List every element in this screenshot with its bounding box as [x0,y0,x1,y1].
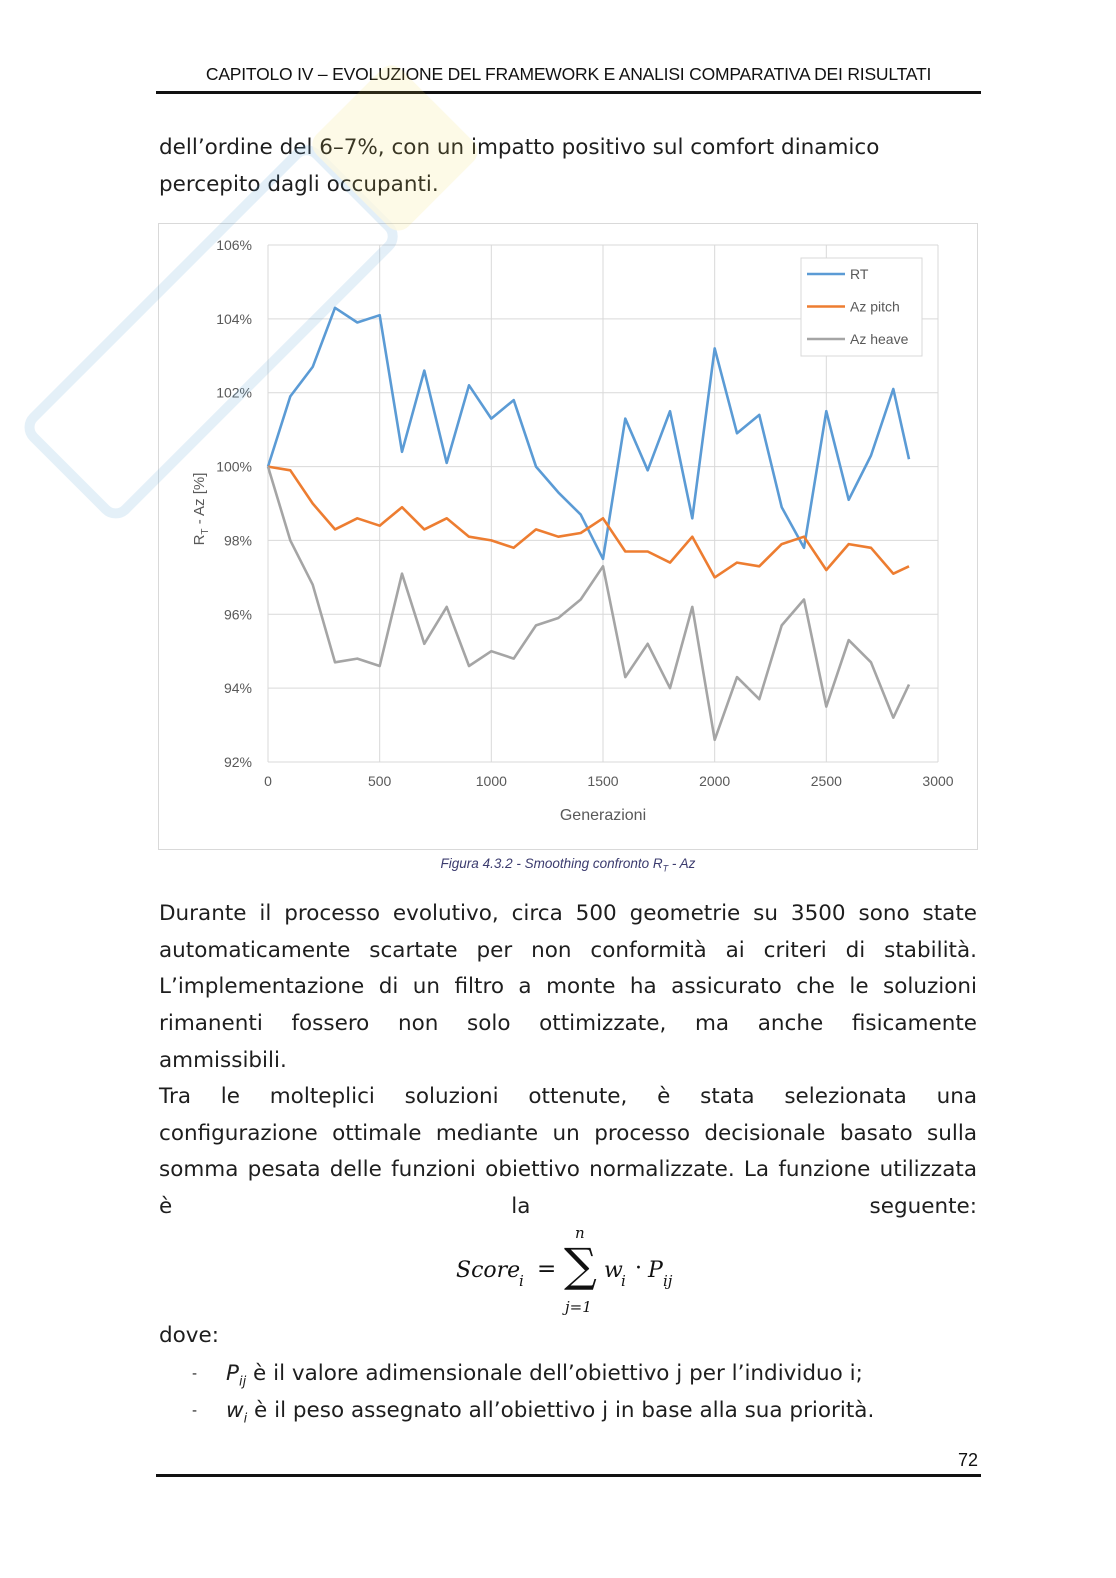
series-line-az-pitch [268,467,909,578]
chart-series [268,308,909,740]
x-axis-label: Generazioni [559,807,647,824]
bullet-dash: - [192,1403,198,1419]
legend-label: Az heave [850,331,909,347]
sum-lower-limit: j=1 [565,1298,592,1316]
sum-upper-limit: n [575,1224,585,1242]
formula-lhs-sub: i [519,1272,524,1290]
text-line: somma pesata delle funzioni obiettivo normalizzate. La funzione utilizzata [159,1157,977,1183]
figure-caption [159,856,977,874]
intro-paragraph [159,130,977,203]
score-formula [440,1222,700,1322]
x-tick-label: 1500 [587,773,619,789]
y-tick-label: 102% [216,384,252,401]
list-item [192,1393,874,1437]
y-axis-label [191,473,211,546]
sum-symbol: ∑ [564,1238,597,1292]
x-tick-label: 2000 [699,773,731,789]
formula-lhs: Score [456,1258,521,1283]
y-axis-label-sub: T [200,528,211,535]
text-line: Tra le molteplici soluzioni ottenute, è stata selezionata una [159,1084,977,1109]
bullet-text: è il peso assegnato all’obiettivo j in base alla sua priorità. [247,1398,875,1423]
bullet-text: è il valore adimensionale dell’obiettivo j per l’individuo i; [246,1361,863,1386]
y-tick-label: 94% [223,680,252,697]
y-tick-label: 92% [223,754,252,770]
x-tick-label: 1000 [475,773,507,789]
formula-dot: · [635,1256,642,1281]
formula-p: P [648,1258,663,1283]
caption-subscript: T [662,863,669,874]
text-line: automaticamente scartate per non conformità ai criteri di stabilità. [159,937,977,963]
y-axis-label-rest: - Az [%] [191,472,208,529]
header-rule [156,91,981,94]
y-tick-label: 100% [216,458,252,475]
process-paragraph [159,896,977,1079]
bullet-variable-sub: i [243,1411,248,1427]
footer-rule [156,1474,981,1477]
chart-container [158,223,978,850]
line-chart [159,224,977,849]
page-header: CAPITOLO IV – EVOLUZIONE DEL FRAMEWORK E ANALISI COMPARATIVA DEI RISULTATI [205,64,932,84]
page-number: 72 [957,1450,978,1470]
formula-w-sub: i [621,1272,626,1290]
legend-label: RT [850,266,869,282]
text-line: rimanenti fossero non solo ottimizzate, ma anche fisicamente [159,1011,977,1037]
x-tick-label: 2500 [810,773,842,789]
formula-p-sub: ij [663,1272,673,1290]
x-tick-label: 500 [367,773,392,789]
bullet-variable-sub: ij [238,1374,247,1390]
caption-text: Figura 4.3.2 - Smoothing confronto R [440,856,663,871]
bullet-variable: P [226,1361,239,1386]
x-tick-label: 0 [264,773,272,789]
legend-label: Az pitch [850,298,900,315]
text-line: ammissibili. [159,1047,287,1073]
y-tick-label: 104% [216,310,252,327]
text-line: L’implementazione di un filtro a monte ha assicurato che le soluzioni [159,974,977,1000]
y-axis-label-main: R [191,534,208,546]
text-line: percepito dagli occupanti. [159,171,439,197]
y-tick-label: 98% [223,532,252,549]
text-line: configurazione ottimale mediante un processo decisionale basato sulla [159,1120,977,1146]
chart-legend [801,258,922,356]
formula-equals: = [537,1256,557,1282]
dove-label: dove: [159,1323,219,1348]
series-line-az-heave [268,467,909,740]
formula-w: w [604,1258,623,1283]
text-line: è la seguente: [159,1194,977,1220]
x-tick-label: 3000 [922,773,954,789]
text-line: Durante il processo evolutivo, circa 500 geometrie su 3500 sono state [159,901,977,926]
text-line: dell’ordine del 6–7%, con un impatto positivo sul comfort dinamico [159,135,880,160]
caption-text-after: - Az [668,856,696,871]
y-tick-label: 96% [223,606,252,623]
bullet-variable: w [226,1398,244,1423]
selection-paragraph [159,1079,977,1226]
bullet-dash: - [192,1366,198,1382]
y-tick-label: 106% [216,237,252,253]
